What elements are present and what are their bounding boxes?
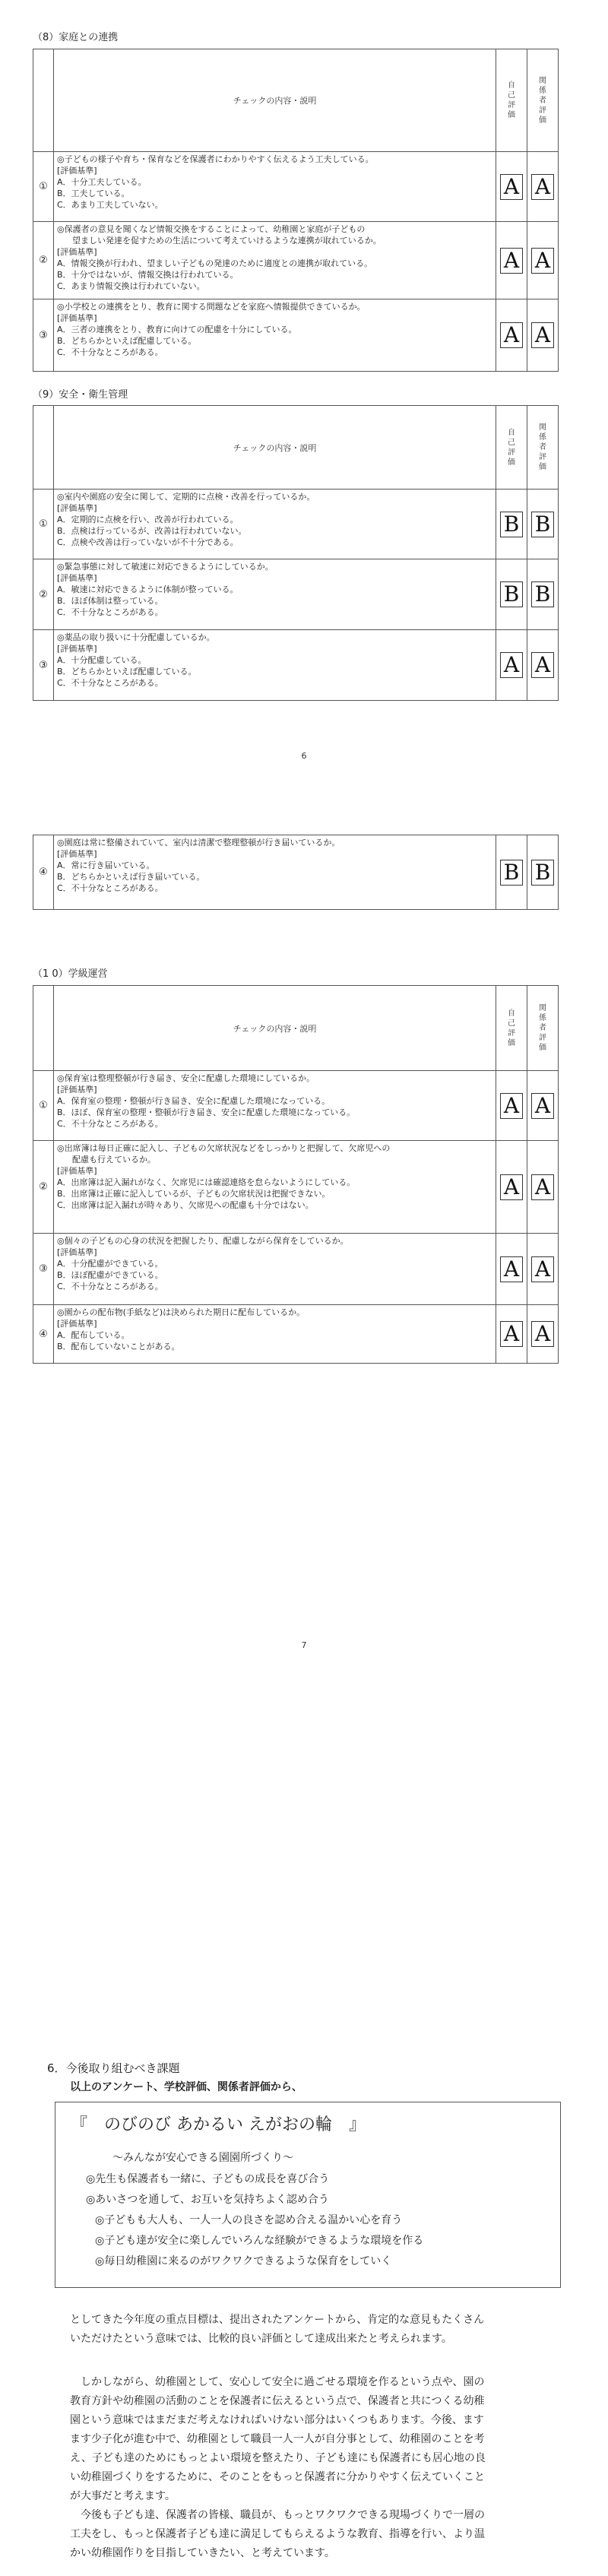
number-header [33, 406, 54, 490]
criteria-item: A．十分工夫している。 [57, 177, 147, 187]
related-grade: A [531, 1174, 554, 1200]
criteria-item: B．十分ではないが、情報交換は行われている。 [57, 270, 239, 280]
paragraph-line: 園という意味ではまだまだ考えなければいけない部分はいくつもあります。今後、ます [70, 2414, 484, 2426]
item-content [54, 1141, 496, 1234]
related-grade: B [531, 860, 554, 886]
related-evaluation-header: 関 係 者 評 価 [527, 49, 559, 152]
criteria-label: [評価基準] [57, 503, 97, 513]
related-evaluation-header: 関 係 者 評 価 [527, 986, 559, 1071]
criteria-item: B．工夫している。 [57, 189, 130, 198]
paragraph-line: かい幼稚園作りを目指していきたい、と考えています。 [70, 2547, 335, 2559]
evaluation-row [33, 490, 559, 559]
self-evaluation-header: 自 己 評 価 [496, 986, 527, 1071]
item-content [54, 1234, 496, 1305]
item-content [54, 222, 496, 299]
related-grade: A [531, 1321, 554, 1347]
criteria-label: [評価基準] [57, 313, 97, 323]
item-number: ④ [33, 1305, 54, 1364]
criteria-item: C．不十分なところがある。 [57, 347, 163, 357]
item-number: ① [33, 490, 54, 559]
paragraph-line: が大事だと考えます。 [70, 2490, 176, 2502]
criteria-item: C．不十分なところがある。 [57, 1282, 163, 1291]
criteria-item: A．三者の連携をとり、教育に向けての配慮を十分にしている。 [57, 325, 297, 334]
criteria-item: B．どちらかといえば配慮している。 [57, 667, 197, 676]
self-evaluation-header: 自 己 評 価 [496, 49, 527, 152]
criteria-label: [評価基準] [57, 1319, 97, 1329]
item-content [54, 490, 496, 559]
section-6-heading: 6．今後取り組むべき課題 [47, 2061, 180, 2075]
criteria-label: [評価基準] [57, 166, 97, 176]
criteria-item: C．あまり工夫していない。 [57, 200, 163, 210]
number-header [33, 986, 54, 1071]
related-grade: A [531, 248, 554, 274]
paragraph-line: 工夫をし、もっと保護者子ども達に満足してもらえるような教育、指導を行い、より温 [70, 2528, 485, 2540]
criteria-item: C．点検や改善は行っていないが不十分である。 [57, 537, 239, 547]
criteria-item: A．敏速に対応できるように体制が整っている。 [57, 585, 239, 594]
item-number: ④ [33, 835, 54, 910]
criteria-item: C．あまり情報交換は行われていない。 [57, 281, 205, 291]
self-grade: B [500, 581, 523, 607]
goal-item: ◎先生も保護者も一緒に、子どもの成長を喜び合う [86, 2173, 330, 2185]
item-number: ② [33, 559, 54, 630]
criteria-item: B．どちらかといえば行き届いている。 [57, 872, 205, 882]
criteria-item: A．保育室の整理・整頓が行き届き、安全に配慮した環境になっている。 [57, 1096, 331, 1106]
item-content [54, 1305, 496, 1364]
section-9-title: （9）安全・衛生管理 [33, 389, 128, 401]
related-grade-cell [527, 1141, 559, 1234]
criteria-item: A．情報交換が行われ、望ましい子どもの発達のために適度との連携が取れている。 [57, 258, 373, 268]
paragraph-line: 教育方針や幼稚園の活動のことを保護者に伝えるという点で、保護者と共につくる幼稚 [70, 2395, 485, 2407]
criteria-label: [評価基準] [57, 573, 97, 583]
related-grade-cell [527, 490, 559, 559]
paragraph-result [70, 2311, 559, 2349]
content-header: チェックの内容・説明 [54, 49, 496, 152]
item-question: ◎園庭は常に整備されていて、室内は清潔で整理整頓が行き届いているか。 [57, 838, 340, 848]
related-grade: A [531, 1256, 554, 1282]
related-grade: B [531, 581, 554, 607]
self-grade-cell [496, 152, 527, 222]
table-header-row [33, 986, 559, 1071]
self-evaluation-header: 自 己 評 価 [496, 406, 527, 490]
criteria-item: A．十分配慮ができている。 [57, 1259, 163, 1269]
criteria-item: C．不十分なところがある。 [57, 678, 163, 688]
related-grade-cell [527, 299, 559, 372]
criteria-label: [評価基準] [57, 247, 97, 257]
related-grade-cell [527, 1234, 559, 1305]
criteria-item: A．配布している。 [57, 1330, 130, 1340]
item-number: ① [33, 152, 54, 222]
table-family-cooperation [33, 49, 559, 372]
criteria-item: C．不十分なところがある。 [57, 607, 163, 617]
related-grade-cell [527, 1305, 559, 1364]
paragraph-issues [70, 2373, 559, 2506]
self-grade: B [500, 860, 523, 886]
evaluation-row [33, 1141, 559, 1234]
evaluation-row [33, 222, 559, 299]
item-number: ③ [33, 630, 54, 701]
item-content [54, 299, 496, 372]
self-grade: A [500, 322, 523, 348]
evaluation-row [33, 1234, 559, 1305]
item-question: ◎室内や園庭の安全に関して、定期的に点検・改善を行っているか。 [57, 492, 315, 502]
criteria-item: B．ほぼ体制は整っている。 [57, 596, 163, 606]
related-grade-cell [527, 152, 559, 222]
item-content [54, 835, 496, 910]
self-grade: A [500, 1174, 523, 1200]
self-grade-cell [496, 299, 527, 372]
criteria-item: B．出席簿は正確に記入しているが、子どもの欠席状況は把握できない。 [57, 1189, 331, 1199]
paragraph-line: としてきた今年度の重点目標は、提出されたアンケートから、肯定的な意見もたくさん [70, 2314, 485, 2326]
item-question-cont: 望ましい発達を促すための生活について考えていけるような連携が取れているか。 [72, 236, 382, 246]
self-grade-cell [496, 1141, 527, 1234]
evaluation-row [33, 152, 559, 222]
item-question: ◎出席簿は毎日正確に記入し、子どもの欠席状況などをしっかりと把握して、欠席児への [57, 1143, 391, 1153]
related-evaluation-header: 関 係 者 評 価 [527, 406, 559, 490]
related-grade: A [531, 1093, 554, 1119]
table-safety-hygiene [33, 405, 559, 701]
table-safety-hygiene-continued [33, 835, 559, 910]
evaluation-row [33, 299, 559, 372]
criteria-item: B．ほぼ配慮ができている。 [57, 1270, 163, 1280]
goal-item: ◎子ども達が安全に楽しんでいろんな経験ができるような環境を作る [95, 2235, 424, 2247]
section-8-title: （8）家庭との連携 [33, 32, 119, 43]
self-grade-cell [496, 1234, 527, 1305]
goal-item: ◎毎日幼稚園に来るのがワクワクできるような保育をしていく [95, 2255, 392, 2267]
evaluation-row [33, 1071, 559, 1141]
self-grade-cell [496, 835, 527, 910]
item-question: ◎子どもの様子や育ち・保育などを保護者にわかりやすく伝えるよう工夫している。 [57, 154, 374, 164]
criteria-item: B．点検は行っているが、改善は行われていない。 [57, 526, 247, 536]
paragraph-line: いただけたという意味では、比較的良い評価として達成出来たと考えられます。 [70, 2333, 452, 2345]
evaluation-row [33, 835, 559, 910]
self-grade: A [500, 1093, 523, 1119]
content-header: チェックの内容・説明 [54, 986, 496, 1071]
related-grade-cell [527, 559, 559, 630]
item-number: ③ [33, 299, 54, 372]
item-content [54, 630, 496, 701]
goal-subtitle: ～みんなが安心できる園園所づくり～ [112, 2152, 293, 2164]
item-content [54, 152, 496, 222]
related-grade: A [531, 174, 554, 200]
self-grade: A [500, 248, 523, 274]
item-question: ◎園からの配布物(手紙など)は決められた期日に配布しているか。 [57, 1307, 306, 1317]
criteria-item: A．常に行き届いている。 [57, 860, 155, 870]
criteria-label: [評価基準] [57, 1247, 97, 1257]
self-grade-cell [496, 222, 527, 299]
item-question: ◎個々の子どもの心身の状況を把握したり、配慮しながら保育をしているか。 [57, 1236, 349, 1246]
criteria-label: [評価基準] [57, 1085, 97, 1095]
table-header-row [33, 406, 559, 490]
paragraph-line: しかしながら、幼稚園として、安心して安全に過ごせる環境を作るという点や、園の [81, 2376, 485, 2388]
criteria-item: C．出席簿は記入漏れが時々あり、欠席児への配慮も十分ではない。 [57, 1200, 314, 1210]
criteria-item: C．不十分なところがある。 [57, 1119, 163, 1129]
section-6-subheading: 以上のアンケート、学校評価、関係者評価から、 [70, 2081, 302, 2093]
self-grade-cell [496, 1305, 527, 1364]
criteria-item: A．十分配慮している。 [57, 655, 147, 665]
related-grade-cell [527, 835, 559, 910]
related-grade-cell [527, 630, 559, 701]
paragraph-line: え、子ども達のためにもっとよい環境を整えたり、子ども達にも保護者にも居心地の良 [70, 2452, 486, 2464]
page-number: 7 [301, 1640, 307, 1650]
item-question: ◎小学校との連携をとり、教育に関する問題などを家庭へ情報提供できているか。 [57, 302, 366, 312]
paragraph-future [70, 2506, 559, 2563]
self-grade-cell [496, 1071, 527, 1141]
criteria-item: B．ほぼ、保育室の整理・整頓が行き届き、安全に配慮した環境になっている。 [57, 1107, 356, 1117]
criteria-item: B．配布していないことがある。 [57, 1342, 180, 1351]
number-header [33, 49, 54, 152]
criteria-item: A．出席簿は記入漏れがなく、欠席児には確認連絡を怠らないようにしている。 [57, 1177, 356, 1187]
self-grade: B [500, 512, 523, 537]
item-question-cont: 配慮も行えているか。 [72, 1155, 156, 1164]
self-grade: A [500, 1321, 523, 1347]
evaluation-row [33, 559, 559, 630]
criteria-label: [評価基準] [57, 849, 97, 859]
item-question: ◎保育室は整理整頓が行き届き、安全に配慮した環境にしているか。 [57, 1073, 315, 1083]
content-header: チェックの内容・説明 [54, 406, 496, 490]
goal-title: 『 のびのび あかるい えがおの輪 』 [71, 2115, 366, 2134]
goal-item: ◎子どもも大人も、一人一人の良さを認め合える温かい心を育う [95, 2214, 403, 2226]
criteria-label: [評価基準] [57, 644, 97, 654]
self-grade: A [500, 174, 523, 200]
related-grade-cell [527, 222, 559, 299]
table-class-management [33, 985, 559, 1364]
criteria-item: C．不十分なところがある。 [57, 883, 163, 893]
item-number: ③ [33, 1234, 54, 1305]
item-content [54, 559, 496, 630]
paragraph-line: ます少子化が進む中で、幼稚園として職員一人一人が自分事として、幼稚園のことを考 [70, 2433, 485, 2445]
page-number: 6 [301, 751, 307, 761]
paragraph-line: い幼稚園づくりをするために、そのことをもっと保護者に分かりやすく伝えていくこと [70, 2471, 485, 2483]
evaluation-row [33, 1305, 559, 1364]
section-10-title: （1 0）学級運営 [33, 968, 108, 980]
related-grade-cell [527, 1071, 559, 1141]
self-grade: A [500, 652, 523, 678]
table-header-row [33, 49, 559, 152]
goal-box [55, 2102, 561, 2288]
criteria-item: A．定期的に点検を行い、改善が行われている。 [57, 515, 239, 524]
item-number: ② [33, 1141, 54, 1234]
criteria-item: B．どちらかといえば配慮している。 [57, 336, 197, 346]
item-question: ◎保護者の意見を聞くなど情報交換をすることによって、幼稚園と家庭が子どもの [57, 224, 366, 234]
item-number: ② [33, 222, 54, 299]
related-grade: A [531, 322, 554, 348]
evaluation-row [33, 630, 559, 701]
self-grade-cell [496, 630, 527, 701]
self-grade-cell [496, 559, 527, 630]
item-number: ① [33, 1071, 54, 1141]
goal-item: ◎あいさつを通して、お互いを気持ちよく認め合う [86, 2194, 329, 2206]
item-content [54, 1071, 496, 1141]
self-grade: A [500, 1256, 523, 1282]
related-grade: A [531, 652, 554, 678]
paragraph-line: 今後も子ども達、保護者の皆様、職員が、もっとワクワクできる現場づくりで一層の [81, 2509, 485, 2521]
item-question: ◎薬品の取り扱いに十分配慮しているか。 [57, 632, 215, 642]
self-grade-cell [496, 490, 527, 559]
related-grade: B [531, 512, 554, 537]
item-question: ◎緊急事態に対して敏速に対応できるようにしているか。 [57, 562, 274, 572]
criteria-label: [評価基準] [57, 1166, 97, 1176]
